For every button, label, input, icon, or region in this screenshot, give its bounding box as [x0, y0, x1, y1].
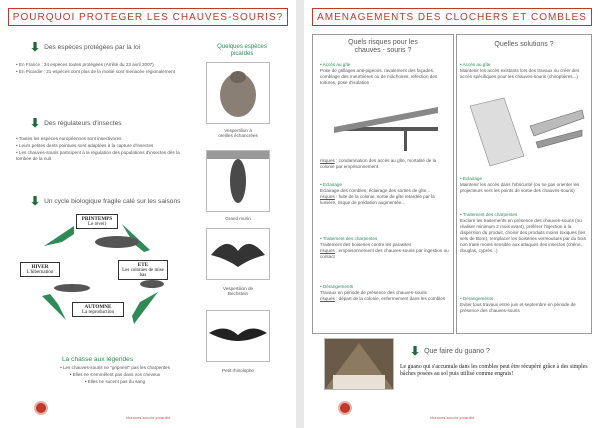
- bat-photo: [206, 62, 270, 124]
- right-page: [304, 0, 600, 428]
- footer-text: chauves-souris picardie: [126, 416, 171, 420]
- bullet-item: • Elles ne sucent pas du sang: [84, 379, 146, 384]
- bullet-item: • Toutes les espèces européennes sont insectivores: [16, 136, 122, 141]
- species-caption: Vespertilion de Bechstein: [222, 286, 254, 296]
- solution-treatment: • Traitement des charpentes Exclure les traitements en présence des chauves-souris (ou réaliser minimum 2 mois avant), préférer l'injection à la dispersion du produit, choisir des produits moins toxiques (les sels de Bore), remplacer les boiseries vermoulues par du bois non traité moins sensible aux attaques des insectes (chêne, douglas, cyprès...): [460, 212, 586, 253]
- bat-photo: [206, 310, 270, 362]
- bullet-item: • En France : 34 espèces toutes protégées (Arrêté du 23 avril 2007): [16, 62, 154, 67]
- bullet-list: [16, 136, 190, 163]
- down-arrow-icon: ⬇: [30, 116, 41, 130]
- section-insect-regulators: [30, 118, 122, 128]
- legend-list: [40, 365, 190, 386]
- bat-icon: [207, 151, 269, 211]
- down-arrow-icon: ⬇: [30, 40, 41, 54]
- guano-text: Le guano qui s'accumule dans les combles peut être récupéré grâce à des simples bâches posées au sol puis utilisé comme engrais!: [400, 364, 588, 377]
- guano-section: [410, 346, 490, 356]
- bullet-item: • Leurs petites dents pointues sont adaptées à la capture d'insectes: [16, 143, 154, 148]
- guano-title: Que faire du guano ?: [424, 347, 490, 355]
- bullet-item: • Les chauves-souris participent à la régulation des populations d'insectes dès la tombée de la nuit: [16, 150, 180, 161]
- solution-disturbance: • Dérangements Eviter tous travaux entre juin et septembre en période de présence des chauves-souris: [460, 296, 576, 313]
- section-protected-species: [30, 42, 140, 52]
- bat-icon: [140, 280, 164, 288]
- risks-title: Quels risques pour les chauves - souris ?: [348, 39, 418, 54]
- section-title: Un cycle biologique fragile calé sur les saisons: [44, 197, 181, 205]
- cycle-arrow-icon: [44, 226, 74, 246]
- solutions-title: Quelles solutions ?: [494, 41, 554, 48]
- section-title: La chasse aux légendes: [62, 356, 134, 363]
- cycle-winter: [20, 262, 60, 277]
- species-header: [198, 44, 286, 58]
- season-name: PRINTEMPS: [81, 216, 113, 222]
- cycle-arrow-icon: [132, 292, 158, 324]
- down-arrow-icon: ⬇: [410, 344, 421, 358]
- species-header-line: picardes: [230, 51, 254, 57]
- risk-disturbance: • Dérangements Travaux en période de présence des chauves-souris risques : départ de la colonie, enfermement dans les combles: [320, 284, 446, 301]
- season-name: HIVER: [31, 264, 49, 270]
- risk-access-consequence: risques : condamnation des accès au gîte, mortalité de la colonie par emprisonnement: [320, 158, 437, 169]
- attic-icon: [325, 339, 393, 389]
- season-desc: L'hibernation: [26, 270, 54, 275]
- species-caption: Petit rhinolophe: [222, 368, 254, 373]
- season-desc: Le réveil: [88, 222, 106, 227]
- season-name: ETE: [137, 262, 149, 268]
- season-name: AUTOMNE: [84, 304, 112, 310]
- roof-diagram: [334, 103, 444, 153]
- footer-text: chauves-souris picardie: [430, 416, 475, 420]
- risk-treatment: • Traitement des charpentes Traitement des boiseries contre les parasites risques : empoisonnement des chauves-souris par ingestion ou contact: [320, 236, 449, 259]
- bat-icon: [207, 229, 269, 279]
- cycle-arrow-icon: [42, 294, 66, 320]
- section-legends: [62, 356, 133, 363]
- season-desc: La reproduction: [81, 310, 115, 315]
- bullet-item: • Elles ne s'emmêlent pas dans vos cheveux: [69, 372, 161, 377]
- species-caption: Vespertilion à oreilles échancrées: [218, 128, 258, 138]
- logo-icon: [338, 401, 352, 415]
- bat-icon: [207, 311, 269, 361]
- bat-icon: [207, 63, 269, 123]
- attic-photo: [324, 338, 394, 390]
- risk-access: • Accès au gîte Pose de grillages anti-pigeons, ravalement des façades, comblage des meurtrières ou de mâchoires, réfection des toitures, pose d'isolation: [320, 62, 438, 85]
- bullet-item: • Les chauves-souris ne "gripnent" pas les charpentes: [60, 365, 170, 370]
- down-arrow-icon: ⬇: [30, 194, 41, 208]
- section-title: Des régulateurs d'insectes: [44, 119, 122, 127]
- right-banner: AMENAGEMENTS DES CLOCHERS ET COMBLES: [312, 8, 592, 26]
- bullet-list: [16, 62, 180, 76]
- section-life-cycle: [30, 196, 190, 206]
- chiroptera-access-diagram: [464, 96, 586, 170]
- cycle-summer: [118, 260, 168, 280]
- season-desc: Les colonies de mise bas: [122, 268, 164, 278]
- bat-photo: [206, 150, 270, 212]
- section-title: Des espèces protégées par la loi: [44, 43, 141, 51]
- left-page: [0, 0, 296, 428]
- species-caption: Grand murin: [225, 216, 251, 221]
- bullet-item: • En Picardie : 21 espèces dont plus de la moitié sont menacée régionalement: [16, 69, 175, 74]
- solution-access: • Accès au gîte Maintenir les accès existants lors des travaux ou créer des accès spécifiques pour les chauves-souris (chiroptières...): [460, 62, 580, 79]
- species-header-line: Quelques espèces: [217, 44, 267, 50]
- life-cycle-diagram: [22, 212, 192, 348]
- bat-icon: [95, 236, 139, 248]
- solution-lighting: • Eclairage Maintenir les accès dans l'obscurité (ou ne pas orienter les projecteurs vers les points de sortie des chauves-souris): [460, 176, 580, 193]
- bat-photo: [206, 228, 270, 280]
- page-gutter: [296, 0, 304, 428]
- risk-lighting: • Eclairage Eclairage des combles, éclairage des sorties de gîte... risques : fuite de la colonie, sortie de gîte retardée par la lumière, risque de prédation augmentée...: [320, 182, 435, 205]
- logo-icon: [34, 401, 48, 415]
- left-banner: POURQUOI PROTEGER LES CHAUVES-SOURIS?: [8, 8, 288, 26]
- cycle-spring: [76, 214, 118, 229]
- bat-icon: [54, 284, 90, 292]
- cycle-autumn: [72, 302, 124, 317]
